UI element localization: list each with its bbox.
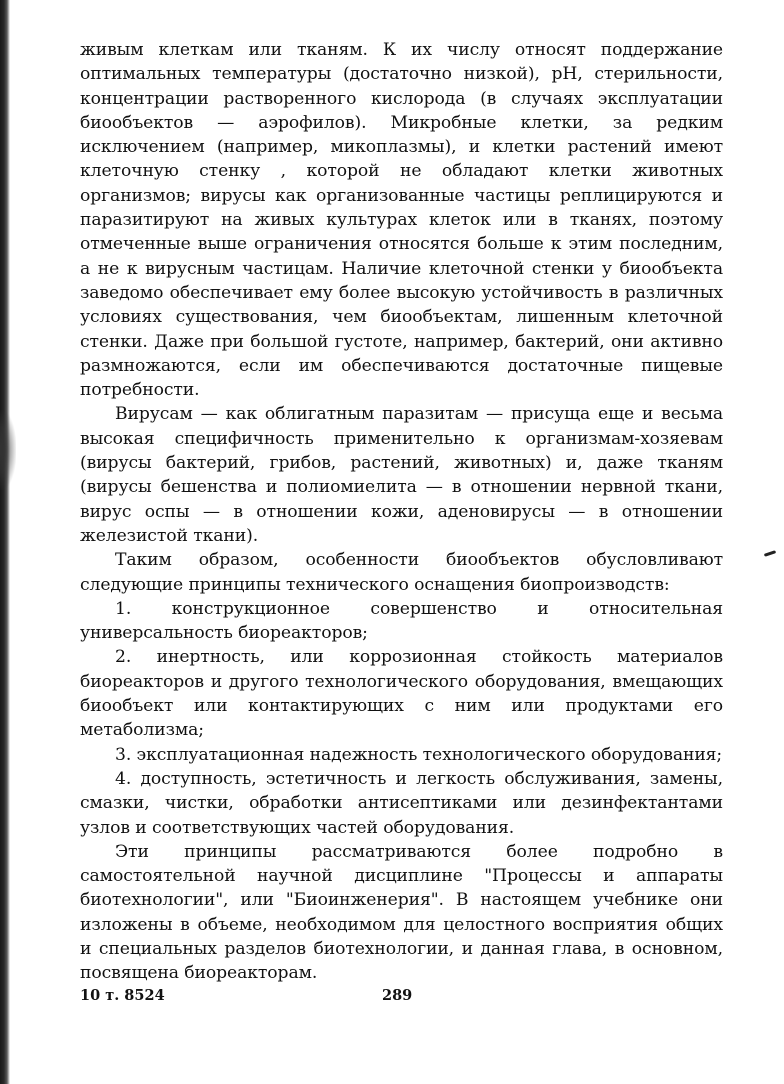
list-item-principle-3: 3. эксплуатационная надежность технологического оборудования; [115,744,723,765]
page-number: 289 [382,987,413,1004]
body-text [80,38,723,986]
paragraph-conclusion: Эти принципы рассматриваются более подробно в самостоятельной научной дисциплине "Процессы и аппараты биотехнологии", или "Биоинженерия". В настоящем учебнике они изложены в объеме, необходимом для целостного восприятия общих и специальных разделов биотехнологии, и данная глава, в основном, посвящена биореакторам. [80,841,723,984]
paragraph-continuation: живым клеткам или тканям. К их числу относят поддержание оптимальных температуры (достаточно низкой), рН, стерильности, концентрации растворенного кислорода (в случаях эксплуатации биообъектов — аэрофилов). Микробные клетки, за редким исключением (например, микоплазмы), и клетки растений имеют клеточную стенку , которой не обладают клетки животных организмов; вирусы как организованные частицы реплицируются и паразитируют на живых культурах клеток или в тканях, поэтому отмеченные выше ограничения относятся больше к этим последним, а не к вирусным частицам. Наличие клеточной стенки у биообъекта заведомо обеспечивает ему более высокую устойчивость в различных условиях существования, чем биообъектам, лишенным клеточной стенки. Даже при большой густоте, например, бактерий, они активно размножаются, если им обеспечиваются достаточные пищевые потребности. [80,40,723,401]
page-footer [80,987,723,1011]
paragraph-viruses: Вирусам — как облигатным паразитам — присуща еще и весьма высокая специфичность применительно к организмам-хозяевам (вирусы бактерий, грибов, растений, животных) и, даже тканям (вирусы бешенства и полиомиелита — в отношении нервной ткани, вирус оспы — в отношении кожи, аденовирусы — в отношении железистой ткани). [80,404,723,546]
scan-speck [764,550,776,557]
scan-binding-shadow [0,0,10,1084]
list-item-principle-4: 4. доступность, эстетичность и легкость обслуживания, замены, смазки, чистки, обработки антисептиками или дезинфектантами узлов и соответствующих частей оборудования. [80,768,723,838]
list-item-principle-2: 2. инертность, или коррозионная стойкость материалов биореакторов и другого технологического оборудования, вмещающих биообъект или контактирующих с ним или продуктами его метаболизма; [80,647,723,741]
list-item-principle-1: 1. конструкционное совершенство и относительная универсальность биореакторов; [80,598,723,644]
printer-signature: 10 т. 8524 [80,987,165,1004]
scan-edge-artifact [0,410,16,490]
paragraph-principles-intro: Таким образом, особенности биообъектов обусловливают следующие принципы технического оснащения биопроизводств: [80,550,723,595]
